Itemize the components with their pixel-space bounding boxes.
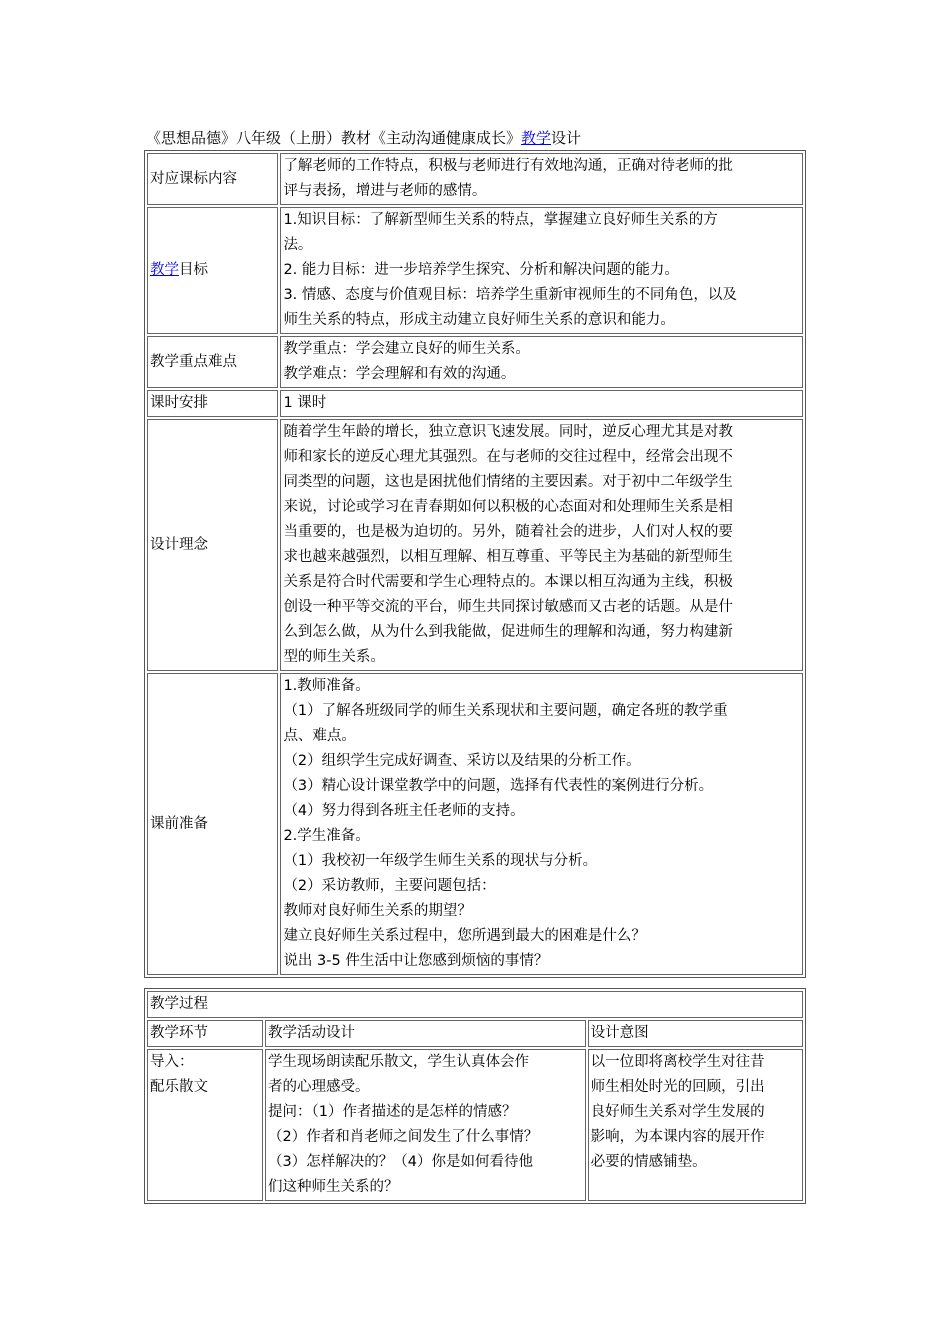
- content-line: 师和家长的逆反心理尤其强烈。在与老师的交往过程中，经常会出现不: [283, 449, 733, 465]
- activity-cell: [265, 1049, 586, 1201]
- content-line: （1）了解各班级同学的师生关系现状和主要问题，确定各班的教学重: [283, 703, 728, 719]
- content-line: 1.知识目标：了解新型师生关系的特点，掌握建立良好师生关系的方: [283, 212, 718, 228]
- column-header: 教学环节: [147, 1020, 263, 1047]
- table-row: [147, 673, 803, 975]
- row-label: [147, 207, 278, 334]
- lesson-info-table: [144, 150, 806, 978]
- row-content: [280, 336, 803, 388]
- cell-line: 提问：（1）作者描述的是怎样的情感？: [268, 1104, 517, 1120]
- content-line: 师生关系的特点，形成主动建立良好师生关系的意识和能力。: [283, 312, 675, 328]
- content-line: 求也越来越强烈，以相互理解、相互尊重、平等民主为基础的新型师生: [283, 549, 733, 565]
- content-line: 评与表扬，增进与老师的感情。: [283, 183, 487, 199]
- content-line: 教学难点：学会理解和有效的沟通。: [283, 366, 516, 382]
- stage-cell: [147, 1049, 263, 1201]
- content-line: 2.学生准备。: [283, 828, 370, 844]
- content-line: 同类型的问题，这也是困扰他们情绪的主要因素。对于初中二年级学生: [283, 474, 733, 490]
- title-suffix: 设计: [551, 129, 582, 147]
- content-line: 点、难点。: [283, 728, 356, 744]
- title-prefix: 《思想品德》八年级（上册）教材《主动沟通健康成长》: [146, 129, 522, 147]
- process-heading: 教学过程: [147, 991, 803, 1018]
- row-label: 对应课标内容: [147, 153, 278, 205]
- content-line: 关系是符合时代需要和学生心理特点的。本课以相互沟通为主线，积极: [283, 574, 733, 590]
- content-line: 来说，讨论或学习在青春期如何以积极的心态面对和处理师生关系是相: [283, 499, 733, 515]
- content-line: （4）努力得到各班主任老师的支持。: [283, 803, 525, 819]
- cell-line: 学生现场朗读配乐散文，学生认真体会作: [268, 1054, 530, 1070]
- label-link[interactable]: 教学: [150, 262, 179, 278]
- content-line: 教学重点：学会建立良好的师生关系。: [283, 341, 530, 357]
- content-line: 创设一种平等交流的平台，师生共同探讨敏感而又古老的话题。从是什: [283, 599, 733, 615]
- cell-line: 配乐散文: [150, 1079, 208, 1095]
- content-line: （2）组织学生完成好调查、采访以及结果的分析工作。: [283, 753, 641, 769]
- cell-line: 以一位即将离校学生对往昔: [590, 1054, 765, 1070]
- cell-line: （3）怎样解决的？（4）你是如何看待他: [268, 1154, 533, 1170]
- table-row: [147, 419, 803, 671]
- content-line: 了解老师的工作特点，积极与老师进行有效地沟通，正确对待老师的批: [283, 158, 733, 174]
- cell-line: 影响，为本课内容的展开作: [590, 1129, 765, 1145]
- title-link[interactable]: 教学: [521, 129, 552, 147]
- row-label: 课前准备: [147, 673, 278, 975]
- content-line: 随着学生年龄的增长，独立意识飞速发展。同时，逆反心理尤其是对教: [283, 424, 733, 440]
- table-row: [147, 207, 803, 334]
- table-header-row: [147, 1020, 803, 1047]
- row-label: 教学重点难点: [147, 336, 278, 388]
- row-content: [280, 419, 803, 671]
- content-line: 法。: [283, 237, 313, 253]
- table-row: [147, 153, 803, 205]
- content-line: （1）我校初一年级学生师生关系的现状与分析。: [283, 853, 598, 869]
- content-line: （3）精心设计课堂教学中的问题，选择有代表性的案例进行分析。: [283, 778, 714, 794]
- table-row: [147, 390, 803, 417]
- cell-line: 良好师生关系对学生发展的: [590, 1104, 765, 1120]
- teaching-process-table: [144, 988, 806, 1204]
- document-title: [146, 127, 581, 149]
- content-line: 建立良好师生关系过程中，您所遇到最大的困难是什么？: [283, 928, 646, 944]
- content-line: 1 课时: [283, 395, 327, 411]
- intent-cell: [588, 1049, 803, 1201]
- cell-line: 者的心理感受。: [268, 1079, 370, 1095]
- row-content: [280, 207, 803, 334]
- content-line: 3. 情感、态度与价值观目标：培养学生重新审视师生的不同角色，以及: [283, 287, 737, 303]
- column-header: 设计意图: [588, 1020, 803, 1047]
- cell-line: 导入：: [150, 1054, 194, 1070]
- table-row: [147, 991, 803, 1018]
- table-row: [147, 336, 803, 388]
- row-content: [280, 153, 803, 205]
- row-content: [280, 673, 803, 975]
- cell-line: 们这种师生关系的？: [268, 1179, 399, 1195]
- cell-line: 必要的情感铺垫。: [590, 1154, 707, 1170]
- column-header: 教学活动设计: [265, 1020, 586, 1047]
- content-line: 2. 能力目标：进一步培养学生探究、分析和解决问题的能力。: [283, 262, 679, 278]
- content-line: 型的师生关系。: [283, 649, 385, 665]
- label-text: 目标: [179, 262, 208, 278]
- content-line: 当重要的，也是极为迫切的。另外，随着社会的进步，人们对人权的要: [283, 524, 733, 540]
- table-row: [147, 1049, 803, 1201]
- cell-line: （2）作者和肖老师之间发生了什么事情？: [268, 1129, 539, 1145]
- row-content: [280, 390, 803, 417]
- row-label: 设计理念: [147, 419, 278, 671]
- content-line: 么到怎么做，从为什么到我能做，促进师生的理解和沟通，努力构建新: [283, 624, 733, 640]
- content-line: （2）采访教师，主要问题包括：: [283, 878, 496, 894]
- cell-line: 师生相处时光的回顾，引出: [590, 1079, 765, 1095]
- row-label: 课时安排: [147, 390, 278, 417]
- content-line: 说出 3-5 件生活中让您感到烦恼的事情？: [283, 953, 549, 969]
- content-line: 教师对良好师生关系的期望？: [283, 903, 472, 919]
- content-line: 1.教师准备。: [283, 678, 370, 694]
